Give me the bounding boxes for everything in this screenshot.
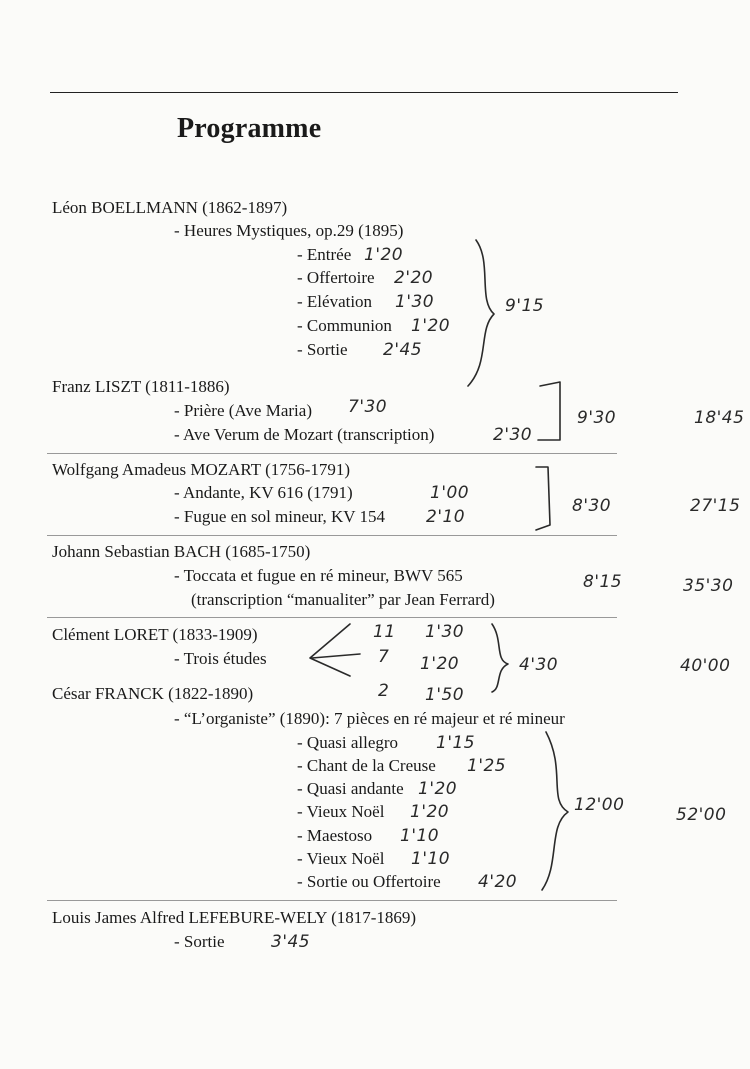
- work-title: - Trois études: [174, 649, 267, 668]
- brace-boellmann: [468, 240, 494, 386]
- composer-heading: Johann Sebastian BACH (1685-1750): [52, 542, 311, 561]
- bracket-mozart: [536, 467, 550, 530]
- composer-heading: César FRANCK (1822-1890): [52, 684, 254, 703]
- work-title: - Fugue en sol mineur, KV 154: [174, 507, 386, 526]
- movement-title: - Vieux Noël: [297, 802, 385, 821]
- handwritten-timing: 35'30: [683, 576, 734, 596]
- movement-title: - Quasi andante: [297, 779, 404, 798]
- movement-title: - Vieux Noël: [297, 849, 385, 868]
- work-title: - Prière (Ave Maria): [174, 401, 312, 420]
- handwritten-timing: 2'10: [426, 507, 466, 527]
- handwritten-timing: 4'30: [519, 655, 559, 675]
- work-title: - “L’organiste” (1890): 7 pièces en ré majeur et ré mineur: [174, 709, 565, 728]
- work-title: - Andante, KV 616 (1791): [174, 483, 353, 502]
- work-title: - Toccata et fugue en ré mineur, BWV 565: [174, 566, 463, 585]
- handwritten-timing: 18'45: [694, 408, 745, 428]
- composer-heading: Wolfgang Amadeus MOZART (1756-1791): [52, 460, 351, 479]
- handwritten-timing: 2'30: [493, 425, 533, 445]
- arrow-shaft-loret: [312, 654, 360, 658]
- handwritten-timing: 2'45: [383, 340, 423, 360]
- movement-title: - Sortie: [297, 340, 348, 359]
- movement-title: - Chant de la Creuse: [297, 756, 436, 775]
- handwritten-timing: 3'45: [271, 932, 311, 952]
- handwritten-timing: 1'20: [410, 802, 450, 822]
- composer-heading: Clément LORET (1833-1909): [52, 625, 258, 644]
- handwritten-timing: 4'20: [478, 872, 518, 892]
- handwritten-timing: 1'50: [425, 685, 465, 705]
- handwritten-timing: 7: [378, 647, 390, 667]
- handwritten-timing: 1'30: [425, 622, 465, 642]
- movement-title: - Entrée: [297, 245, 352, 264]
- handwritten-timing: 1'10: [411, 849, 451, 869]
- brace-loret: [492, 624, 508, 692]
- movement-title: - Communion: [297, 316, 392, 335]
- handwritten-timing: 1'20: [364, 245, 404, 265]
- composer-heading: Franz LISZT (1811-1886): [52, 377, 230, 396]
- handwritten-timing: 1'20: [420, 654, 460, 674]
- handwritten-timing: 12'00: [574, 795, 625, 815]
- movement-title: - Quasi allegro: [297, 733, 399, 752]
- movement-title: - Elévation: [297, 292, 373, 311]
- handwritten-timing: 8'15: [583, 572, 623, 592]
- handwritten-timing: 1'20: [411, 316, 451, 336]
- movement-title: - Offertoire: [297, 268, 375, 287]
- handwritten-timing: 1'20: [418, 779, 458, 799]
- handwritten-timing: 2'20: [394, 268, 434, 288]
- work-title: - Ave Verum de Mozart (transcription): [174, 425, 435, 444]
- handwritten-timing: 1'30: [395, 292, 435, 312]
- arrow-loret: [310, 624, 350, 676]
- handwritten-timing: 1'25: [467, 756, 507, 776]
- movement-title: - Maestoso: [297, 826, 373, 845]
- work-title: - Heures Mystiques, op.29 (1895): [174, 221, 404, 240]
- handwritten-timing: 52'00: [676, 805, 727, 825]
- handwritten-timing: 27'15: [690, 496, 741, 516]
- work-title: - Sortie: [174, 932, 225, 951]
- work-title: (transcription “manualiter” par Jean Ferrard): [191, 590, 495, 609]
- handwritten-timing: 9'30: [577, 408, 617, 428]
- movement-title: - Sortie ou Offertoire: [297, 872, 441, 891]
- handwritten-timing: 7'30: [348, 397, 388, 417]
- handwritten-timing: 40'00: [680, 656, 731, 676]
- page-title: Programme: [177, 113, 322, 144]
- handwritten-timing: 9'15: [505, 296, 545, 316]
- handwritten-timing: 11: [373, 622, 396, 642]
- bracket-liszt: [538, 382, 560, 440]
- handwritten-timing: 2: [378, 681, 390, 701]
- handwritten-timing: 1'10: [400, 826, 440, 846]
- composer-heading: Léon BOELLMANN (1862-1897): [52, 198, 288, 217]
- handwritten-timing: 1'00: [430, 483, 470, 503]
- composer-heading: Louis James Alfred LEFEBURE-WELY (1817-1869): [52, 908, 417, 927]
- handwritten-timing: 1'15: [436, 733, 476, 753]
- handwritten-timing: 8'30: [572, 496, 612, 516]
- brace-franck: [542, 732, 568, 890]
